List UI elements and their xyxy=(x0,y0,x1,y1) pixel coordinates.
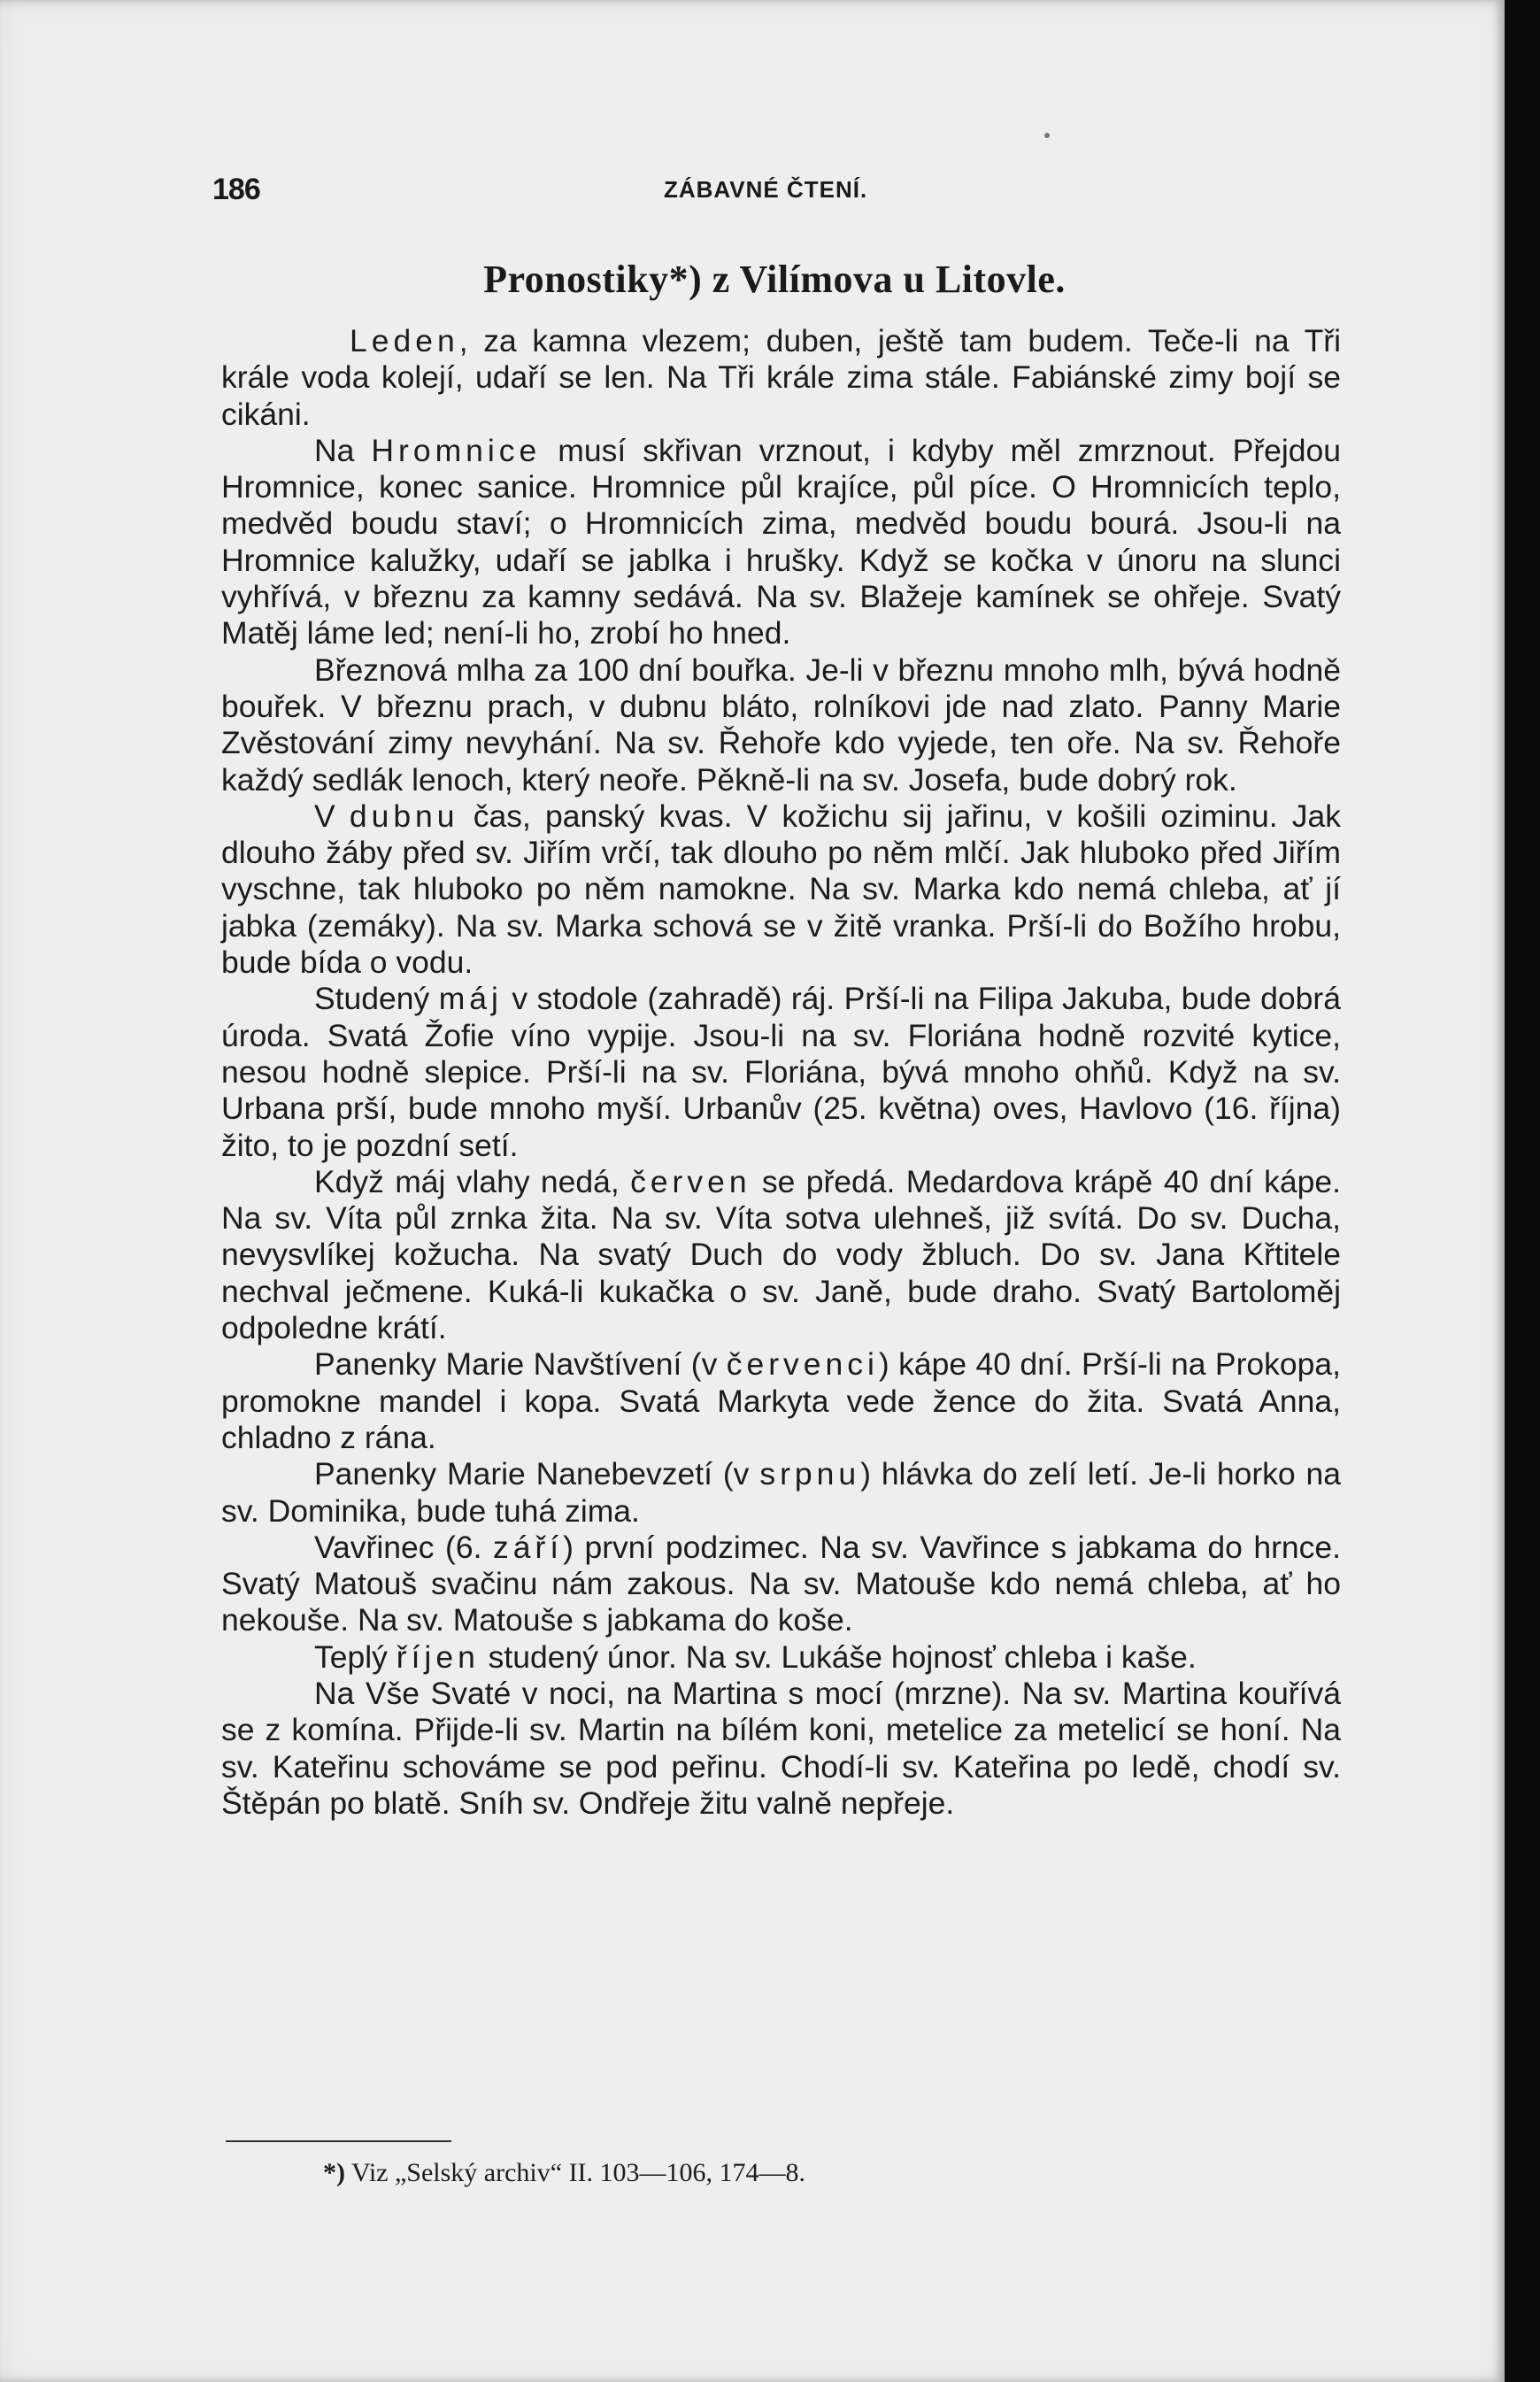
paragraph-lead: Když máj vlahy nedá, xyxy=(314,1163,631,1199)
paragraph-text: , za kamna vlezem; duben, ještě tam budem. Teče-li na Tři krále voda kolejí, udaří se len. Na Tři krále zima stále. Fabiánské zimy bojí se cikáni. xyxy=(221,323,1341,432)
paragraph-lead: Na xyxy=(314,432,372,468)
paragraph-lead: Panenky Marie Nanebevzetí (v xyxy=(314,1456,760,1492)
paragraph-november xyxy=(221,1676,1341,1822)
paragraph-june xyxy=(221,1164,1341,1346)
paragraph-text: v stodole (zahradě) ráj. Prší-li na Filipa Jakuba, bude dobrá úroda. Svatá Žofie víno vypije. Jsou-li na sv. Floriána hodně rozvité kytice, nesou hodně slepice. Prší-li na sv. Floriána, bývá mnoho ohňů. Když na sv. Urbana prší, bude mnoho myší. Urbanův (25. května) oves, Havlovo (16. října) žito, to je pozdní setí. xyxy=(221,981,1341,1163)
month-word: srpnu xyxy=(759,1456,861,1492)
month-word: září xyxy=(492,1529,564,1565)
month-word: Hromnice xyxy=(371,432,542,468)
paragraph-text: ) první podzimec. Na sv. Vavřince s jabkama do hrnce. Svatý Matouš svačinu nám zakous. Na sv. Matouše kdo nemá chleba, ať ho nekouše. Na sv. Matouše s jabkama do koše. xyxy=(221,1529,1342,1638)
paragraph-lead: Panenky Marie Navštívení (v xyxy=(314,1346,727,1383)
paragraph-september xyxy=(221,1530,1341,1639)
month-word: dubnu xyxy=(349,798,459,834)
paragraph-text: ) hlávka do zelí letí. Je-li horko na sv. Dominika, bude tuhá zima. xyxy=(221,1456,1341,1529)
section-title: Pronostiky*) z Vilímova u Litovle. xyxy=(483,258,1066,301)
paragraph-lead: Vavřinec (6. xyxy=(314,1529,493,1565)
footnote-divider xyxy=(226,2140,451,2142)
paragraph-text: Na Vše Svaté v noci, na Martina s mocí (mrzne). Na sv. Martina kouřívá se z komína. Přijde-li sv. Martin na bílém koni, metelice za metelicí se honí. Na sv. Kateřinu schováme se pod peřinu. Chodí-li sv. Kateřina po ledě, chodí sv. Štěpán po blatě. Sníh sv. Ondřeje žitu valně nepřeje. xyxy=(221,1675,1341,1821)
page-header xyxy=(212,173,1336,217)
paragraph-lead: Teplý xyxy=(314,1638,397,1675)
paragraph-march xyxy=(221,652,1341,798)
running-title: ZÁBAVNÉ ČTENÍ. xyxy=(664,176,868,203)
scan-edge xyxy=(1505,0,1540,2382)
paragraph-text: studený únor. Na sv. Lukáše hojnosť chleba i kaše. xyxy=(479,1638,1197,1675)
month-word: červenci xyxy=(726,1346,879,1383)
month-word: červen xyxy=(630,1163,751,1199)
paragraph-august xyxy=(221,1456,1341,1530)
paragraph-text: Březnová mlha za 100 dní bouřka. Je-li v březnu mnoho mlh, bývá hodně bouřek. V březnu prach, v dubnu bláto, rolníkovi jde nad zlato. Panny Marie Zvěstování zimy nevyhání. Na sv. Řehoře kdo vyjede, ten oře. Na sv. Řehoře každý sedlák lenoch, který neoře. Pěkně-li na sv. Josefa, bude dobrý rok. xyxy=(221,651,1341,798)
paragraph-february xyxy=(221,433,1341,652)
paragraph-may xyxy=(221,981,1341,1163)
month-word: máj xyxy=(438,981,503,1017)
footnote-marker: *) xyxy=(323,2158,345,2187)
paragraph-text: čas, panský kvas. V kožichu sij jařinu, v košili oziminu. Jak dlouho žáby před sv. Jiřím vrčí, tak dlouho po něm mlčí. Jak hluboko před Jiřím vyschne, tak hluboko po něm namokne. Na sv. Marka kdo nemá chleba, ať jí jabka (zemáky). Na sv. Marka schová se v žitě vranka. Prší-li do Božího hrobu, bude bída o vodu. xyxy=(221,798,1341,981)
month-word: říjen xyxy=(396,1638,480,1675)
paragraph-january xyxy=(221,323,1341,433)
paragraph-lead: Studený xyxy=(314,981,439,1017)
paragraph-october xyxy=(221,1639,1341,1676)
paragraph-lead: V xyxy=(314,798,350,834)
scan-speck xyxy=(1044,133,1050,138)
paragraph-april xyxy=(221,798,1341,981)
footnote xyxy=(323,2158,805,2188)
page-number: 186 xyxy=(212,173,260,206)
paragraph-text: musí skřivan vrznout, i kdyby měl zmrznout. Přejdou Hromnice, konec sanice. Hromnice půl krajíce, půl píce. O Hromnicích teplo, medvěd boudu staví; o Hromnicích zima, medvěd boudu bourá. Jsou-li na Hromnice kalužky, udaří se jablka i hrušky. Když se kočka v únoru na slunci vyhřívá, v březnu za kamny sedává. Na sv. Blažeje kamínek se ohřeje. Svatý Matěj láme led; není-li ho, zrobí ho hned. xyxy=(221,432,1342,651)
paragraph-text: ) kápe 40 dní. Prší-li na Prokopa, promokne mandel i kopa. Svatá Markyta vede žence do žita. Svatá Anna, chladno z rána. xyxy=(221,1346,1341,1455)
month-word: Leden xyxy=(350,323,459,358)
paragraph-july xyxy=(221,1346,1341,1456)
paragraph-text: se předá. Medardova krápě 40 dní kápe. Na sv. Víta půl zrnka žita. Na sv. Víta sotva ulehneš, již svítá. Do sv. Ducha, nevysvlíkej kožucha. Na svatý Duch do vody žbluch. Do sv. Jana Křtitele nechval ječmene. Kuká-li kukačka o sv. Janě, bude draho. Svatý Bartoloměj odpoledne krátí. xyxy=(221,1163,1341,1346)
footnote-text: Viz „Selský archiv“ II. 103—106, 174—8. xyxy=(345,2158,806,2187)
body-text xyxy=(221,323,1341,1822)
